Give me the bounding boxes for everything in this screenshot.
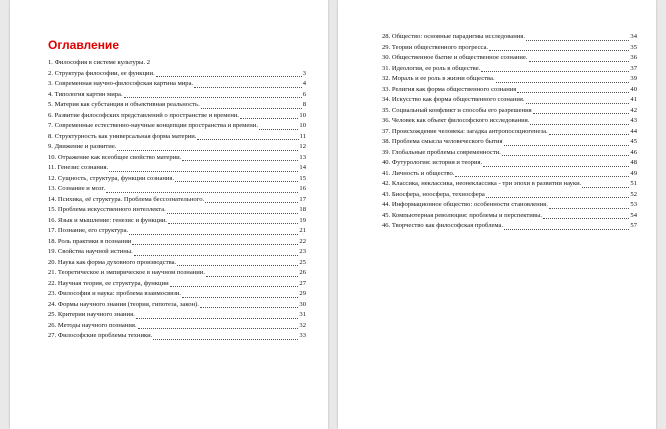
toc-entry-page: 4 [302,80,306,87]
toc-entry-title: 14. Психика, её структура. Проблема бессознательного. [48,195,205,203]
toc-entry-title: 19. Свойства научной истины. [48,248,133,255]
toc-entry[interactable] [48,174,306,185]
toc-dot-leader [543,218,629,219]
toc-entry-title: 15. Проблема искусственного интеллекта. [48,206,166,213]
toc-entry[interactable] [48,289,306,300]
toc-entry[interactable] [382,148,637,159]
toc-entry-page: 30 [299,300,306,308]
toc-dot-leader [167,213,299,214]
toc-dot-leader [504,145,630,146]
toc-entry-page: 35 [630,43,637,51]
toc-entry-title: 43. Биосфера, ноосфера, техносфера [382,190,485,198]
toc-entry[interactable] [48,111,306,122]
toc-entry[interactable] [48,163,306,174]
toc-dot-leader [170,286,299,287]
toc-entry-page: 54 [630,211,637,219]
toc-entry-title: 41. Личность и общество. [382,169,455,177]
toc-entry[interactable] [48,100,306,111]
toc-entry-title: 24. Формы научного знания (теория, гипотеза, закон). [48,300,199,308]
toc-entry[interactable] [48,79,306,90]
toc-dot-leader [526,103,630,104]
toc-entry-title: 31. Идеология, ее роль в обществе. [382,64,481,72]
toc-entry[interactable] [48,205,306,216]
toc-entry-page: 45 [630,138,637,145]
toc-dot-leader [182,297,298,298]
toc-entry-page: 57 [630,222,637,229]
toc-entry[interactable] [48,90,306,101]
toc-dot-leader [240,118,298,119]
toc-entry-title: 30. Общественное бытие и общественное сознание. [382,54,528,61]
toc-entry-page: 42 [630,106,637,114]
toc-entry-page: 34 [630,33,637,40]
toc-entry[interactable] [382,200,637,211]
toc-dot-leader [549,208,630,209]
toc-entry-title: 1. Философия в системе культуры. 2 [48,59,151,66]
toc-entry[interactable] [382,106,637,117]
toc-entry[interactable] [48,279,306,290]
toc-dot-leader [132,244,298,245]
toc-entry-title: 10. Отражение как всеобщее свойство материи. [48,153,182,161]
toc-dot-leader [182,160,298,161]
toc-entry-title: 40. Футурология: история и теория. [382,159,483,166]
toc-dot-leader [200,307,299,308]
toc-entry-page: 52 [630,190,637,198]
toc-entry-title: 2. Структура философии, ее функции. [48,69,155,77]
toc-entry-title: 29. Теории общественного прогресса. [382,43,489,51]
toc-dot-leader [136,318,299,319]
toc-entry-page: 11 [299,132,306,140]
toc-entry-page: 25 [299,258,306,266]
toc-entry-page: 48 [630,159,637,166]
toc-entry-page: 8 [302,101,306,108]
toc-list-left [48,58,306,342]
toc-entry[interactable] [48,121,306,132]
toc-dot-leader [517,92,629,93]
toc-entry-page: 43 [630,117,637,124]
toc-entry-title: 17. Познание, его структура. [48,227,129,234]
toc-entry-page: 44 [630,127,637,135]
toc-entry-title: 5. Материя как субстанция и объективная реальность. [48,101,200,108]
toc-entry-title: 6. Развитие философских представлений о пространстве и времени. [48,111,240,119]
toc-entry-title: 11. Генезис сознания. [48,164,109,171]
toc-entry[interactable] [382,64,637,75]
toc-entry-title: 46. Творчество как философская проблема. [382,222,504,229]
toc-entry[interactable] [48,247,306,258]
toc-dot-leader [526,40,629,41]
toc-entry-page: 27 [299,279,306,287]
toc-entry[interactable] [48,184,306,195]
toc-entry[interactable] [48,132,306,143]
toc-entry-page: 46 [630,148,637,156]
toc-entry[interactable] [382,158,637,169]
toc-heading: Оглавление [48,38,119,52]
toc-entry[interactable] [382,43,637,54]
toc-entry[interactable] [382,137,637,148]
toc-entry-title: 25. Критерии научного знания. [48,311,135,318]
toc-dot-leader [533,113,630,114]
toc-entry[interactable] [48,268,306,279]
toc-entry-page: 33 [299,332,306,339]
toc-entry-title: 38. Проблема смысла человеческого бытия [382,138,503,145]
toc-entry[interactable] [382,211,637,222]
toc-dot-leader [153,339,298,340]
toc-entry[interactable] [48,153,306,164]
toc-dot-leader [502,155,629,156]
toc-entry-title: 22. Научная теория, ее структура, функции [48,279,169,287]
toc-entry[interactable] [382,190,637,201]
toc-entry[interactable] [382,179,637,190]
toc-dot-leader [124,97,302,98]
toc-entry-title: 3. Современная научно-философская картина мира. [48,80,194,87]
toc-dot-leader [129,234,298,235]
toc-entry[interactable] [382,221,637,232]
toc-entry-page: 29 [299,290,306,297]
toc-entry-page: 32 [299,321,306,329]
toc-dot-leader [206,276,298,277]
toc-entry-page: 12 [299,143,306,150]
toc-dot-leader [549,134,630,135]
toc-entry-title: 42. Классика, неклассика, неонеклассика - три эпохи в развитии науки. [382,180,582,187]
toc-entry[interactable] [48,195,306,206]
toc-entry-title: 39. Глобальные проблемы современности. [382,148,501,156]
toc-dot-leader [582,187,629,188]
toc-dot-leader [175,181,298,182]
toc-entry-title: 28. Общество: основные парадигмы исследования. [382,33,525,40]
toc-entry[interactable] [48,331,306,342]
document-page-left [10,0,328,429]
toc-entry[interactable] [382,53,637,64]
toc-entry-page: 10 [299,111,306,119]
toc-entry-page: 15 [299,174,306,182]
toc-entry[interactable] [48,237,306,248]
toc-entry-page: 19 [299,216,306,224]
toc-dot-leader [177,265,298,266]
document-page-right [338,0,656,429]
toc-dot-leader [205,202,298,203]
toc-entry-page: 49 [630,169,637,177]
toc-entry-title: 34. Искусство как форма общественного сознания. [382,96,525,103]
toc-entry-page: 18 [299,206,306,213]
toc-entry[interactable] [48,258,306,269]
toc-entry[interactable] [382,95,637,106]
toc-dot-leader [156,76,302,77]
toc-dot-leader [496,82,630,83]
toc-entry-title: 20. Наука как форма духовного производства. [48,258,177,266]
toc-entry[interactable] [48,300,306,311]
toc-entry-title: 44. Информационное общество: особенности становления. [382,201,548,208]
toc-entry-page: 6 [302,90,306,98]
toc-entry-page: 21 [299,227,306,234]
toc-entry[interactable] [48,216,306,227]
toc-dot-leader [106,192,298,193]
toc-dot-leader [134,255,299,256]
toc-entry-title: 13. Сознание и мозг. [48,185,106,192]
toc-entry-title: 45. Компьютерная революция: проблемы и перспективы. [382,211,543,219]
toc-entry-page: 51 [630,180,637,187]
toc-entry-title: 26. Методы научного познания. [48,321,137,329]
toc-entry-page: 23 [299,248,306,255]
toc-entry-page: 26 [299,269,306,276]
toc-entry-page: 36 [630,54,637,61]
toc-dot-leader [529,61,630,62]
toc-entry-title: 4. Типология картин мира. [48,90,123,98]
toc-entry[interactable] [382,127,637,138]
toc-dot-leader [197,139,298,140]
toc-dot-leader [455,176,629,177]
toc-entry-title: 7. Современные естественно-научные концепции пространства и времени. [48,122,258,129]
toc-dot-leader [486,197,630,198]
toc-entry-title: 21. Теоретическое и эмпирическое в научном познании. [48,269,205,276]
toc-entry[interactable] [48,321,306,332]
toc-entry[interactable] [382,74,637,85]
toc-dot-leader [117,150,298,151]
toc-dot-leader [168,223,298,224]
toc-entry[interactable] [382,116,637,127]
toc-entry[interactable] [382,169,637,180]
toc-dot-leader [530,124,629,125]
toc-entry-title: 9. Движение и развитие. [48,143,117,150]
toc-dot-leader [138,328,299,329]
toc-list-right [382,32,637,232]
toc-entry-title: 35. Социальный конфликт и способы его разрешения [382,106,532,114]
toc-entry-title: 23. Философия и наука: проблема взаимосвязи. [48,290,181,297]
toc-entry-page: 40 [630,85,637,93]
toc-entry[interactable] [48,58,306,69]
toc-entry-title: 27. Философские проблемы техники. [48,332,153,339]
toc-dot-leader [194,87,302,88]
toc-entry-page: 3 [302,69,306,77]
toc-entry-title: 32. Мораль и ее роль в жизни общества. [382,75,495,82]
toc-entry-page: 37 [630,64,637,72]
toc-entry[interactable] [48,142,306,153]
toc-entry[interactable] [48,69,306,80]
toc-entry-page: 22 [299,237,306,245]
toc-entry-title: 33. Религия как форма общественного сознания [382,85,517,93]
toc-entry-title: 18. Роль практики в познании [48,237,132,245]
toc-dot-leader [201,108,302,109]
toc-dot-leader [259,129,298,130]
toc-entry-page: 14 [299,164,306,171]
toc-entry-title: 36. Человек как объект философского исследования. [382,117,530,124]
toc-entry-title: 12. Сущность, структура, функции сознания. [48,174,175,182]
toc-dot-leader [504,229,629,230]
toc-entry-page: 10 [299,122,306,129]
toc-entry-page: 41 [630,96,637,103]
toc-entry-title: 8. Структурность как универсальная форма материи. [48,132,197,140]
toc-dot-leader [489,50,629,51]
toc-dot-leader [483,166,629,167]
toc-entry-page: 31 [299,311,306,318]
toc-entry-page: 16 [299,185,306,192]
toc-entry-title: 16. Язык и мышление: генезис и функции. [48,216,168,224]
toc-entry[interactable] [48,226,306,237]
toc-entry[interactable] [48,310,306,321]
toc-entry[interactable] [382,32,637,43]
toc-entry-page: 17 [299,195,306,203]
toc-entry-page: 13 [299,153,306,161]
toc-entry-page: 53 [630,201,637,208]
toc-entry-page: 39 [630,75,637,82]
toc-dot-leader [481,71,629,72]
toc-entry[interactable] [382,85,637,96]
toc-entry-title: 37. Происхождение человека: загадка антропосоциогенеза. [382,127,548,135]
toc-dot-leader [109,171,298,172]
